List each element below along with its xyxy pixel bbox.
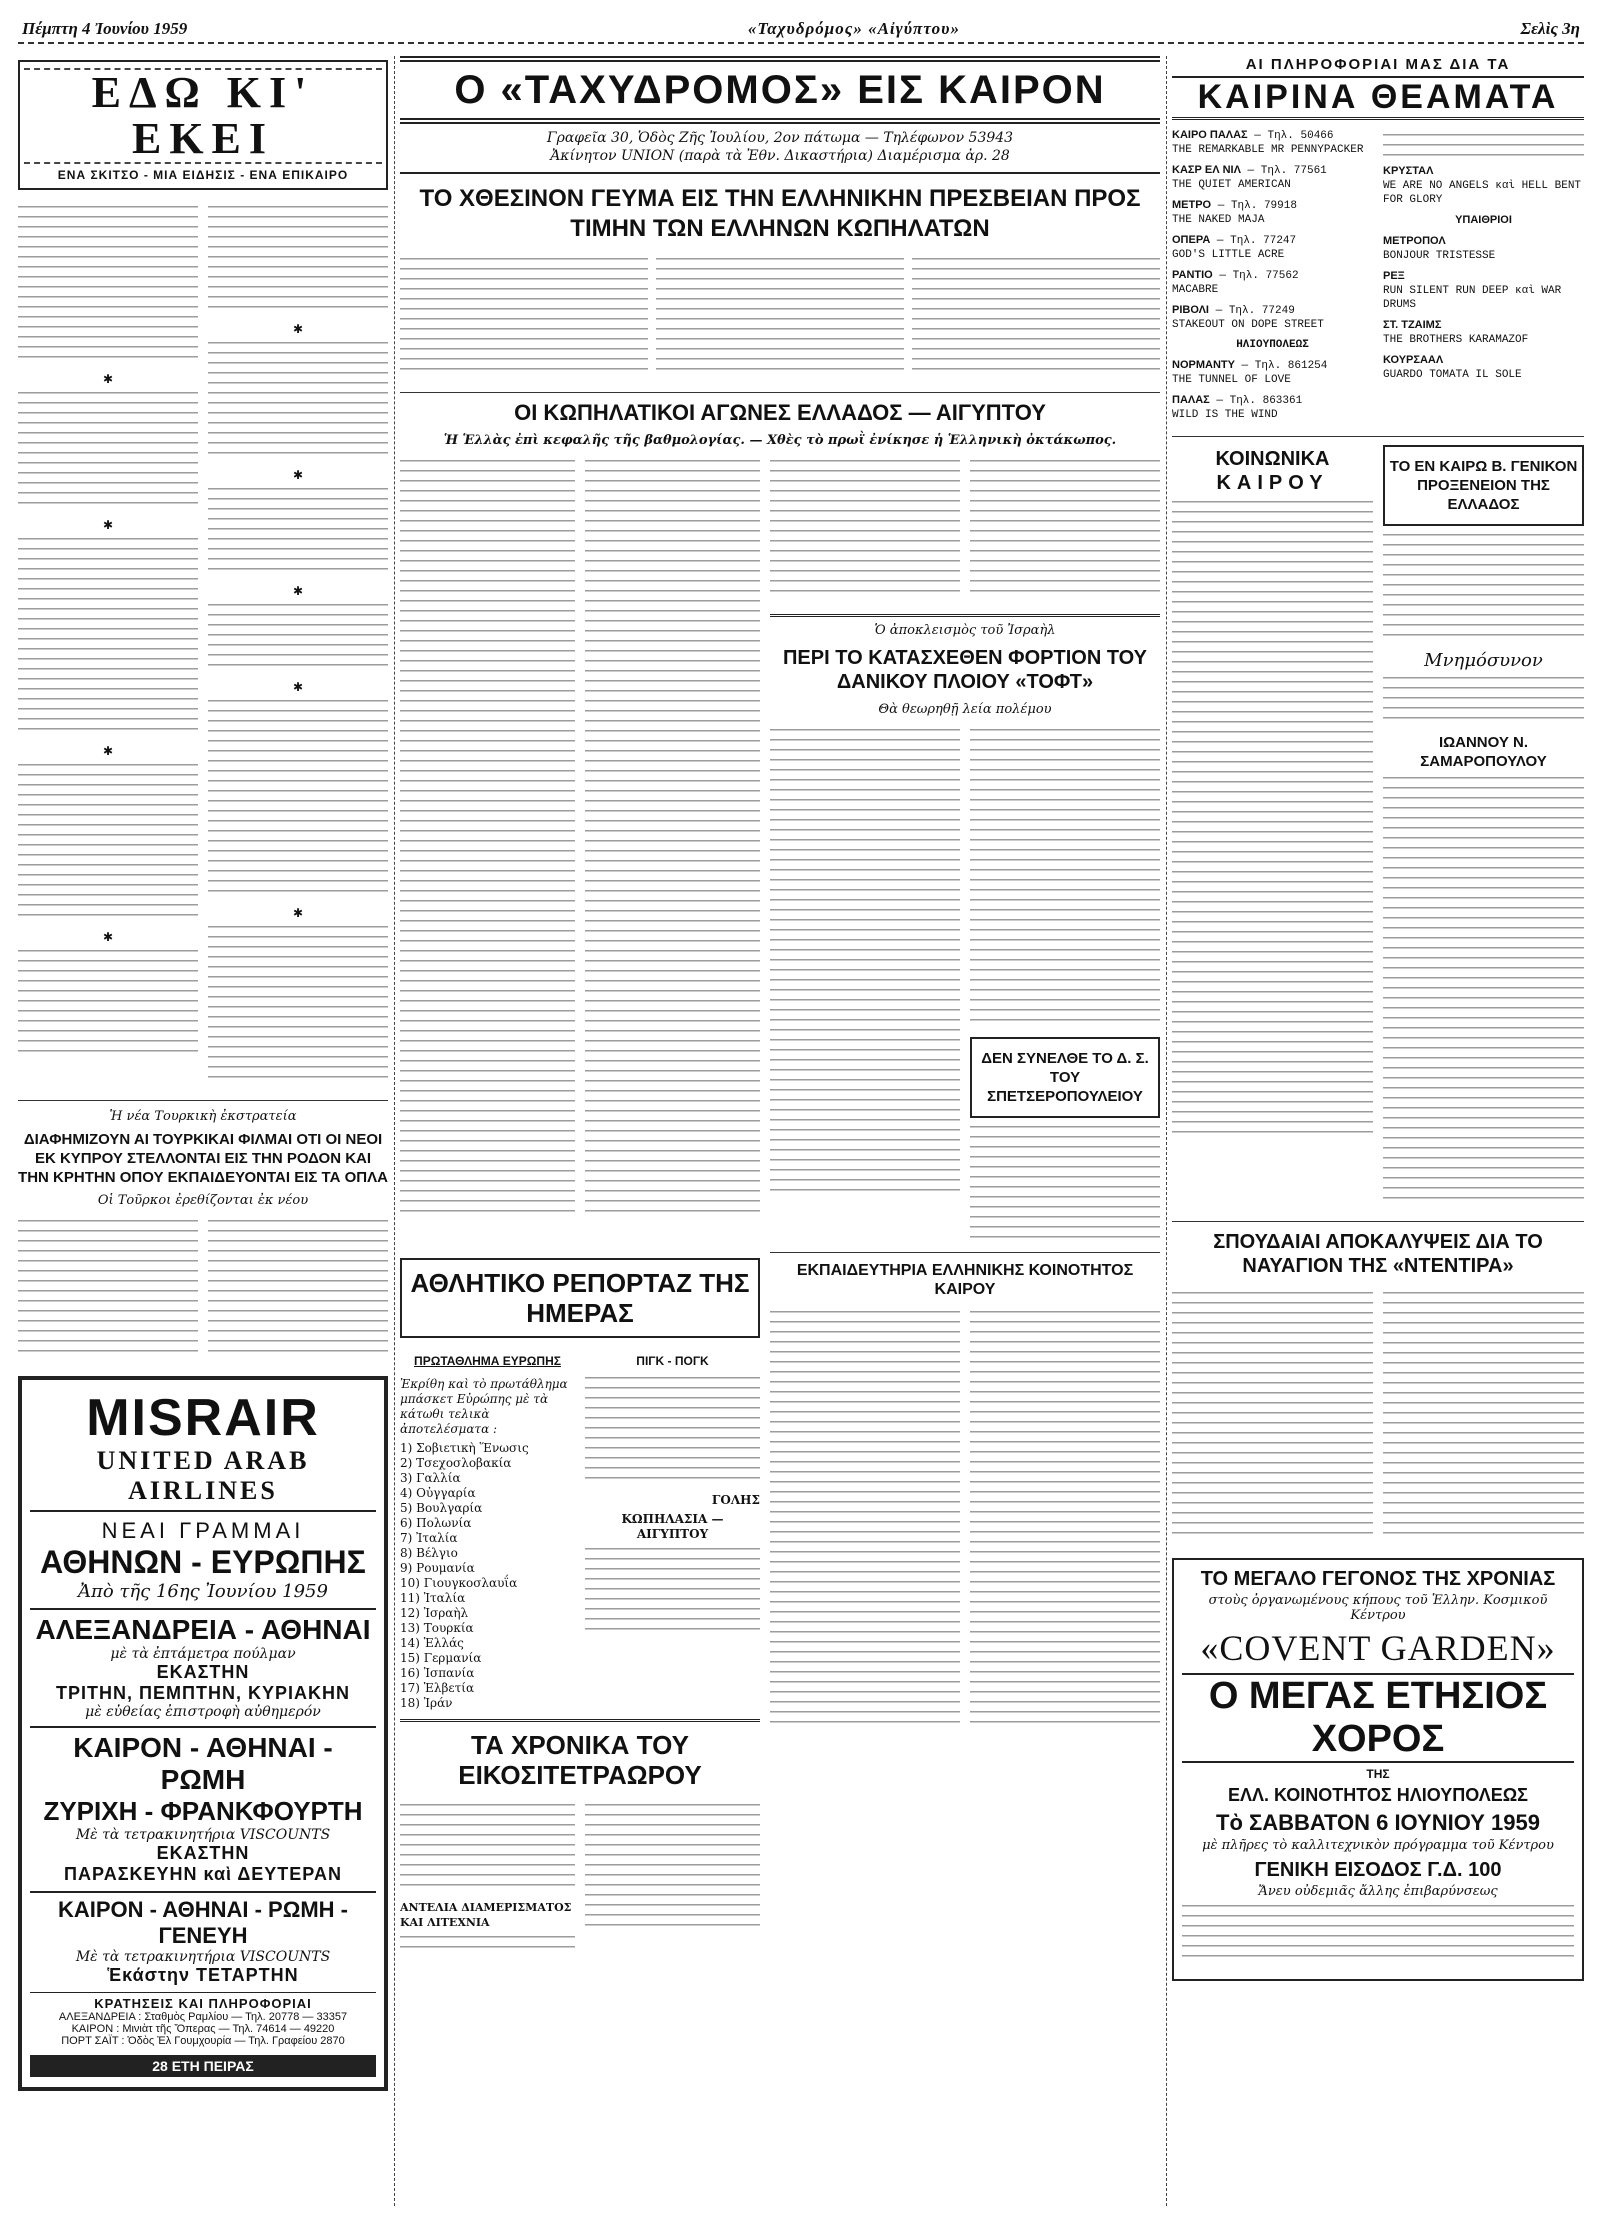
left-column [18,56,388,2206]
covent-garden-ad [1172,1558,1584,1981]
column-rule [1166,56,1167,2206]
cinema-entry: ΣΤ. ΤΖΑΙΜΣ THE BROTHERS KARAMAZOF [1383,319,1529,346]
standing-item: 10) Γιουγκοσλαυΐα [400,1576,518,1590]
standing-item: 2) Τσεχοσλοβακία [400,1456,512,1470]
sports-section [400,1346,760,1711]
misrair-advertisement [18,1376,388,2091]
standing-item: 11) Ἰταλία [400,1591,466,1605]
separator-star-icon: ✱ [292,584,304,598]
standing-item: 17) Ἑλβετία [400,1681,475,1695]
standing-item: 16) Ἰσπανία [400,1666,475,1680]
rowing-headline: ΟΙ ΚΩΠΗΛΑΤΙΚΟΙ ΑΓΩΝΕΣ ΕΛΛΑΔΟΣ — ΑΙΓΥΠΤΟΥ [514,400,1046,425]
cinema-entry: ΡΕΞ RUN SILENT RUN DEEP καὶ WAR DRUMS [1383,270,1562,311]
rowing-article-col1 [400,454,575,1252]
covent-headline: ΤΟ ΜΕΓΑΛΟ ΓΕΓΟΝΟΣ ΤΗΣ ΧΡΟΝΙΑΣ [1200,1568,1556,1590]
covent-intro: στοὺς ὀργανωμένους κήπους τοῦ Ἑλλην. Κοσμικοῦ Κέντρου [1208,1593,1548,1623]
ad-info-cairo: ΚΑΙΡΟΝ : Μινιὰτ τῆς Ὄπερας — Τηλ. 74614 — 49220 [71,2023,335,2035]
covent-event: Ο ΜΕΓΑΣ ΕΤΗΣΙΟΣ ΧΟΡΟΣ [1182,1673,1574,1763]
separator-star-icon: ✱ [292,680,304,694]
ship-kicker: Ὁ ἀποκλεισμὸς τοῦ Ἰσραὴλ [874,623,1056,638]
standing-item: 7) Ἰταλία [400,1531,458,1545]
standing-item: 9) Ρουμανία [400,1561,475,1575]
cinema-entry: ΚΑΙΡΟ ΠΑΛΑΣ — Τηλ. 50466 THE REMARKABLE MR PENNYPACKER [1172,129,1364,156]
right-column [1172,56,1584,2206]
cinema-entry: ΚΑΣΡ ΕΛ ΝΙΛ — Τηλ. 77561 THE QUIET AMERICAN [1172,164,1327,191]
cinema-entry: ΜΕΤΡΟ — Τηλ. 79918 THE NAKED MAJA [1172,199,1297,226]
taxydromos-masthead [400,56,1160,174]
open-air-label: ΥΠΑΙΘΡΙΟΙ [1455,214,1512,226]
ad-route-alex-athens: ΑΛΕΞΑΝΔΡΕΙΑ - ΑΘΗΝΑΙ [30,1608,376,1646]
ad-footer: 28 ΕΤΗ ΠΕΙΡΑΣ [30,2055,376,2077]
standing-item: 18) Ἰράν [400,1696,453,1710]
ad-info-alex: ΑΛΕΞΑΝΔΡΕΙΑ : Σταθμὸς Ραμλίου — Τηλ. 20778 — 33357 [58,2011,348,2023]
standings-list [400,1441,575,1711]
heliopolis-label: ΗΛΙΟΥΠΟΛΕΩΣ [1236,339,1309,351]
issue-date: Πέμπτη 4 Ἰουνίου 1959 [22,19,188,38]
edo-ki-ekei-text [18,200,388,1092]
sports-byline: ΓΟΛΗΣ [711,1493,760,1507]
sports-right-sub: ΚΩΠΗΛΑΣΙΑ — ΑΙΓΥΠΤΟΥ [621,1512,724,1541]
ds-headline: ΔΕΝ ΣΥΝΕΛΘΕ ΤΟ Δ. Σ. ΤΟΥ ΣΠΕΤΣΕΡΟΠΟΥΛΕΙΟΥ [981,1050,1149,1105]
ship-headline: ΠΕΡΙ ΤΟ ΚΑΤΑΣΧΕΘΕΝ ΦΟΡΤΙΟΝ ΤΟΥ ΔΑΝΙΚΟΥ ΠΛΟΙΟΥ «ΤΟΦΤ» [782,647,1148,693]
embassy-article [400,252,1160,384]
sports-left-intro: Ἐκρίθη καὶ τὸ πρωτάθλημα μπάσκετ Εὐρώπης μὲ τὰ κάτωθι τελικὰ ἀποτελέσματα : [400,1377,568,1436]
separator-star-icon: ✱ [102,744,114,758]
rowing-subhead: Ἡ Ἑλλὰς ἐπὶ κεφαλῆς τῆς βαθμολογίας. — Χθὲς τὸ πρωῒ ἐνίκησε ἡ Ἑλληνικὴ ὀκτάκωπος. [443,433,1117,448]
standing-item: 1) Σοβιετικὴ Ἕνωσις [400,1441,529,1455]
ad-viscounts1: Μὲ τὰ τετρακινητήρια VISCOUNTS [75,1827,331,1843]
covent-of: ΤΗΣ [1366,1767,1390,1781]
ad-airline: UNITED ARAB AIRLINES [30,1446,376,1512]
office-address: Γραφεῖα 30, Ὁδὸς Ζῆς Ἰουλίου, 2ον πάτωμα — Τηλέφωνον 53943 [546,130,1014,146]
consulate-headline: ΤΟ ΕΝ ΚΑΙΡΩ Β. ΓΕΝΙΚΟΝ ΠΡΟΞΕΝΕΙΟΝ ΤΗΣ ΕΛΛΑΔΟΣ [1389,458,1578,513]
edo-ki-ekei-masthead [18,60,388,190]
ad-weekly: Ἑκάστην ΤΕΤΑΡΤΗΝ [107,1965,299,1985]
turkey-headline: ΔΙΑΦΗΜΙΖΟΥΝ ΑΙ ΤΟΥΡΚΙΚΑΙ ΦΙΛΜΑΙ ΟΤΙ ΟΙ ΝΕΟΙ ΕΚ ΚΥΠΡΟΥ ΣΤΕΛΛΟΝΤΑΙ ΕΙΣ ΤΗΝ ΡΟΔΟΝ ΚΑΙ ΤΗΝ ΚΡΗΤΗΝ ΟΠΟΥ ΕΚΠΑΙΔΕΥΟΝΤΑΙ ΕΙΣ ΤΑ ΟΠΛΑ [18,1131,388,1186]
ad-days2: ΠΑΡΑΣΚΕΥΗΝ καὶ ΔΕΥΤΕΡΑΝ [64,1864,342,1884]
separator-star-icon: ✱ [102,372,114,386]
theatres-masthead [1172,56,1584,120]
sports-right-head: ΠΙΓΚ - ΠΟΓΚ [636,1354,709,1368]
standing-item: 3) Γαλλία [400,1471,461,1485]
office-building: Ἀκίνητον UNION (παρὰ τὰ Ἐθν. Δικαστήρια) Διαμέρισμα ἀρ. 28 [550,148,1010,164]
school-headline: ΕΚΠΑΙΔΕΥΤΗΡΙΑ ΕΛΛΗΝΙΚΗΣ ΚΟΙΝΟΤΗΤΟΣ ΚΑΙΡΟΥ [796,1262,1134,1298]
ad-each2: ΕΚΑΣΤΗΝ [156,1843,250,1863]
paper-name: «Ταχυδρόμος» «Αἰγύπτου» [747,19,960,38]
sports-left-head: ΠΡΩΤΑΘΛΗΜΑ ΕΥΡΩΠΗΣ [414,1354,561,1368]
ship-subhead: Θὰ θεωρηθῇ λεία πολέμου [878,702,1052,717]
covent-date: Τὸ ΣΑΒΒΑΤΟΝ 6 ΙΟΥΝΙΟΥ 1959 [1216,1810,1540,1835]
theatres-title: ΚΑΙΡΙΝΑ ΘΕΑΜΑΤΑ [1172,78,1584,120]
ad-new-lines: ΝΕΑΙ ΓΡΑΜΜΑΙ [101,1518,305,1543]
ad-each: ΕΚΑΣΤΗΝ [156,1662,250,1682]
cinema-entry: ΝΟΡΜΑΝΤΥ — Τηλ. 861254 THE TUNNEL OF LOVE [1172,359,1328,386]
standing-item: 12) Ἰσραὴλ [400,1606,469,1620]
covent-venue: «COVENT GARDEN» [1200,1628,1556,1668]
social-and-consulate [1172,445,1584,1213]
cinema-entry: ΠΑΛΑΣ — Τηλ. 863361 WILD IS THE WIND [1172,394,1303,421]
standing-item: 4) Οὐγγαρία [400,1486,476,1500]
ad-from-date: Ἀπὸ τῆς 16ης Ἰουνίου 1959 [78,1581,328,1602]
cinema-entry: ΡΙΒΟΛΙ — Τηλ. 77249 STAKEOUT ON DOPE STREET [1172,304,1324,331]
separator-star-icon: ✱ [292,468,304,482]
turkey-subhead: Οἱ Τοῦρκοι ἐρεθίζονται ἐκ νέου [97,1193,309,1208]
ad-route-zurich: ΖΥΡΙΧΗ - ΦΡΑΝΚΦΟΥΡΤΗ [43,1796,363,1826]
covent-entry: ΓΕΝΙΚΗ ΕΙΣΟΔΟΣ Γ.Δ. 100 [1254,1859,1502,1881]
covent-community: ΕΛΛ. ΚΟΙΝΟΤΗΤΟΣ ΗΛΙΟΥΠΟΛΕΩΣ [1228,1785,1528,1805]
cinema-entry: ΚΡΥΣΤΑΛ WE ARE NO ANGELS καὶ HELL BENT FOR GLORY [1383,165,1582,206]
cinema-entry: ΟΠΕΡΑ — Τηλ. 77247 GOD'S LITTLE ACRE [1172,234,1297,261]
sports-headline: ΑΘΛΗΤΙΚΟ ΡΕΠΟΡΤΑΖ ΤΗΣ ΗΜΕΡΑΣ [410,1268,750,1328]
cinema-entry: ΜΕΤΡΟΠΟΛ BONJOUR TRISTESSE [1383,235,1496,262]
cinema-listings [1172,128,1584,428]
standing-item: 13) Τουρκία [400,1621,474,1635]
standing-item: 14) Ἑλλάς [400,1636,464,1650]
ad-route-geneva: ΚΑΙΡΟΝ - ΑΘΗΝΑΙ - ΡΩΜΗ - ΓΕΝΕΥΗ [30,1891,376,1949]
separator-star-icon: ✱ [292,322,304,336]
standing-item: 8) Βέλγιο [400,1546,458,1560]
column-rule [394,56,395,2206]
separator-star-icon: ✱ [102,518,114,532]
ad-brand: MISRAIR [86,1389,320,1447]
standing-item: 15) Γερμανία [400,1651,482,1665]
ad-days1: ΤΡΙΤΗΝ, ΠΕΜΠΤΗΝ, ΚΥΡΙΑΚΗΝ [56,1683,350,1703]
revelations-headline: ΣΠΟΥΔΑΙΑΙ ΑΠΟΚΑΛΥΨΕΙΣ ΔΙΑ ΤΟ ΝΑΥΑΓΙΟΝ ΤΗΣ «ΝΤΕΝΤΙΡΑ» [1213,1231,1543,1277]
masthead-title: Ο «ΤΑΧΥΔΡΟΜΟΣ» ΕΙΣ ΚΑΙΡΟΝ [400,56,1160,124]
ad-return: μὲ εὐθείας ἐπιστροφὴ αὐθημερόν [85,1704,321,1720]
chronicle-headline: ΤΑ ΧΡΟΝΙΚΑ ΤΟΥ ΕΙΚΟΣΙΤΕΤΡΑΩΡΟΥ [458,1730,702,1790]
covent-program: μὲ πλῆρες τὸ καλλιτεχνικὸν πρόγραμμα τοῦ Κέντρου [1202,1838,1554,1853]
theatres-kicker: ΑΙ ΠΛΗΡΟΦΟΡΙΑΙ ΜΑΣ ΔΙΑ ΤΑ [1172,56,1584,78]
ad-route-cairo-rome: ΚΑΙΡΟΝ - ΑΘΗΝΑΙ - ΡΩΜΗ [30,1726,376,1796]
embassy-headline: ΤΟ ΧΘΕΣΙΝΟΝ ΓΕΥΜΑ ΕΙΣ ΤΗΝ ΕΛΛΗΝΙΚΗΝ ΠΡΕΣΒΕΙΑΝ ΠΡΟΣ ΤΙΜΗΝ ΤΩΝ ΕΛΛΗΝΩΝ ΚΩΠΗΛΑΤΩΝ [419,185,1141,242]
covent-note: Ἄνευ οὐδεμιᾶς ἄλλης ἐπιβαρύνσεως [1258,1884,1498,1899]
center-right-block [770,454,1160,1252]
memorial-head: Μνημόσυνον [1424,650,1543,671]
standing-item: 6) Πολωνία [400,1516,472,1530]
rowing-article-col2 [585,454,760,1252]
separator-star-icon: ✱ [292,906,304,920]
turkey-kicker: Ἡ νέα Τουρκικὴ ἐκστρατεία [109,1109,297,1124]
section-subtitle: ΕΝΑ ΣΚΙΤΣΟ - ΜΙΑ ΕΙΔΗΣΙΣ - ΕΝΑ ΕΠΙΚΑΙΡΟ [57,168,349,182]
section-title: ΕΔΩ ΚΙ' ΕΚΕΙ [24,68,382,164]
standing-item: 5) Βουλγαρία [400,1501,483,1515]
memorial-name: ΙΩΑΝΝΟΥ Ν. ΣΑΜΑΡΟΠΟΥΛΟΥ [1420,734,1547,770]
cinema-entry: ΚΟΥΡΣΑΑΛ GUARDO TOMATA IL SOLE [1383,354,1522,381]
running-head [18,16,1584,44]
ad-viscounts2: Μὲ τὰ τετρακινητήρια VISCOUNTS [75,1949,331,1965]
page-number: Σελὶς 3η [1520,19,1580,38]
center-column [400,56,1160,2206]
ad-route-athens-europe: ΑΘΗΝΩΝ - ΕΥΡΩΠΗΣ [40,1544,366,1580]
ad-info-head: ΚΡΑΤΗΣΕΙΣ ΚΑΙ ΠΛΗΡΟΦΟΡΙΑΙ [30,1992,376,2011]
chronicle-item: ΑΝΤΕΛΙΑ ΔΙΑΜΕΡΙΣΜΑΤΟΣ ΚΑΙ ΛΙΤΕΧΝΙΑ [400,1901,572,1929]
separator-star-icon: ✱ [102,930,114,944]
ad-aircraft: μὲ τὰ ἐπτάμετρα πούλμαν [110,1646,296,1662]
social-head: ΚΟΙΝΩΝΙΚΑ ΚΑΙΡΟΥ [1215,448,1330,494]
cinema-entry: ΡΑΝΤΙΟ — Τηλ. 77562 MACABRE [1172,269,1299,296]
turkey-article [18,1214,388,1366]
ad-info-port: ΠΟΡΤ ΣΑΪΤ : Ὁδὸς Ἐλ Γουμχουρία — Τηλ. Γραφείου 2870 [61,2035,345,2047]
center-body [400,454,1160,1252]
